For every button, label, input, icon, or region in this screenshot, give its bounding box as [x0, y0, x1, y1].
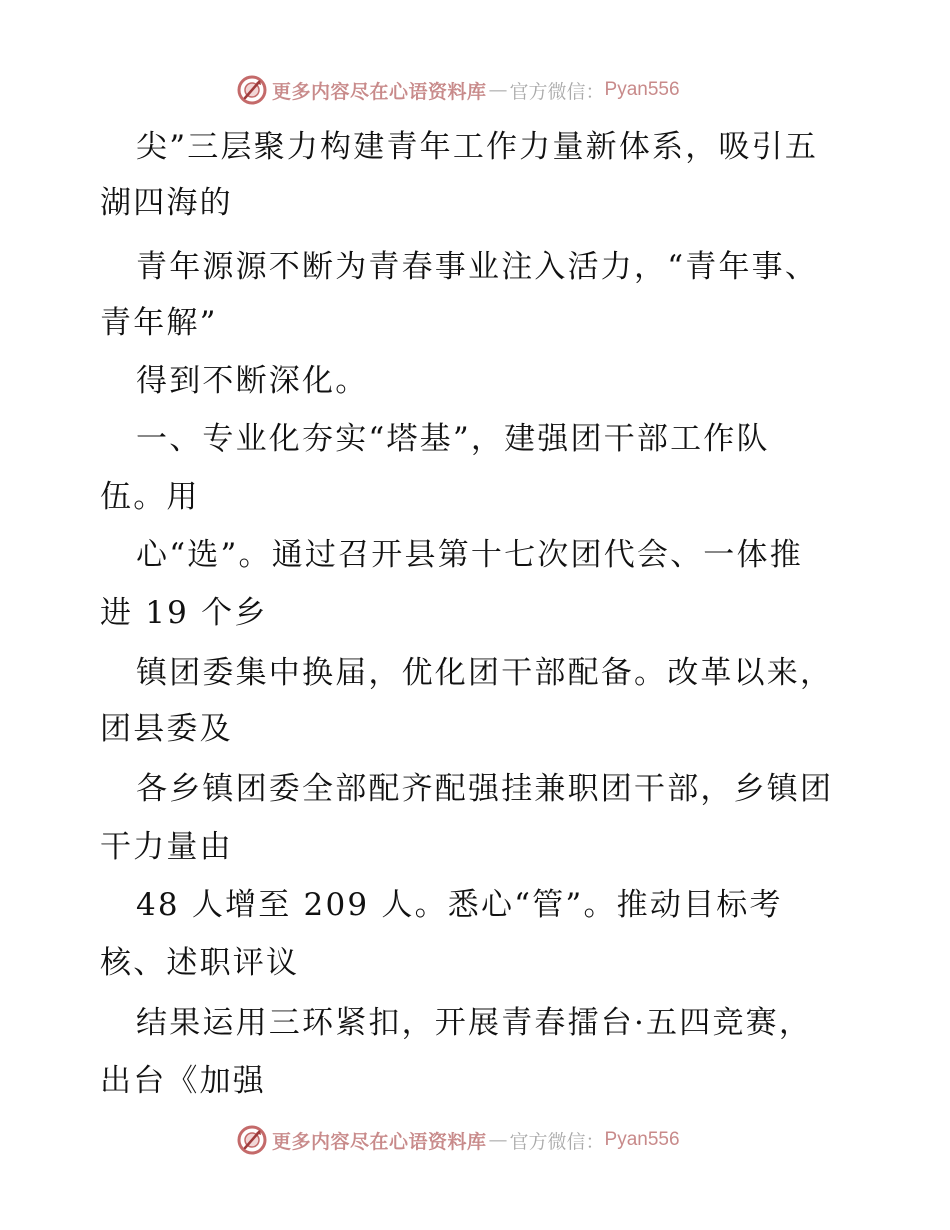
seal-logo-icon [236, 1124, 268, 1156]
watermark-text: 更多内容尽在心语资料库 [272, 80, 487, 103]
watermark-wechat-label: 官方微信： [509, 1130, 605, 1153]
text-line: 干力量由 [100, 829, 233, 865]
text-line: 尖”三层聚力构建青年工作力量新体系，吸引五 [136, 129, 819, 165]
text-line: 团县委及 [100, 711, 233, 747]
text-line: 进 19 个乡 [100, 595, 268, 631]
watermark-wechat-id: Pyan556 [604, 79, 680, 100]
header-watermark [236, 72, 680, 108]
footer-watermark [236, 1122, 680, 1158]
text-line: 伍。用 [100, 479, 200, 515]
watermark-separator: — [488, 79, 508, 101]
text-line: 镇团委集中换届，优化团干部配备。改革以来， [136, 655, 834, 691]
text-line: 青年源源不断为青春事业注入活力，“青年事、 [136, 249, 819, 285]
text-line: 结果运用三环紧扣，开展青春擂台·五四竞赛， [136, 1005, 813, 1041]
text-line: 出台《加强 [100, 1063, 266, 1099]
text-line: 48 人增至 209 人。悉心“管”。推动目标考 [136, 887, 783, 923]
text-line: 核、述职评议 [100, 945, 300, 981]
text-line: 各乡镇团委全部配齐配强挂兼职团干部，乡镇团 [136, 771, 834, 807]
text-line: 湖四海的 [100, 185, 233, 221]
text-line: 青年解” [100, 305, 218, 341]
watermark-wechat-id: Pyan556 [604, 1129, 680, 1150]
watermark-text: 更多内容尽在心语资料库 [272, 1130, 487, 1153]
text-line: 心“选”。通过召开县第十七次团代会、一体推 [136, 537, 803, 573]
text-line: 一、专业化夯实“塔基”，建强团干部工作队 [136, 421, 770, 457]
text-line: 得到不断深化。 [136, 363, 369, 399]
watermark-separator: — [488, 1129, 508, 1151]
seal-logo-icon [236, 74, 268, 106]
watermark-wechat-label: 官方微信： [509, 80, 605, 103]
